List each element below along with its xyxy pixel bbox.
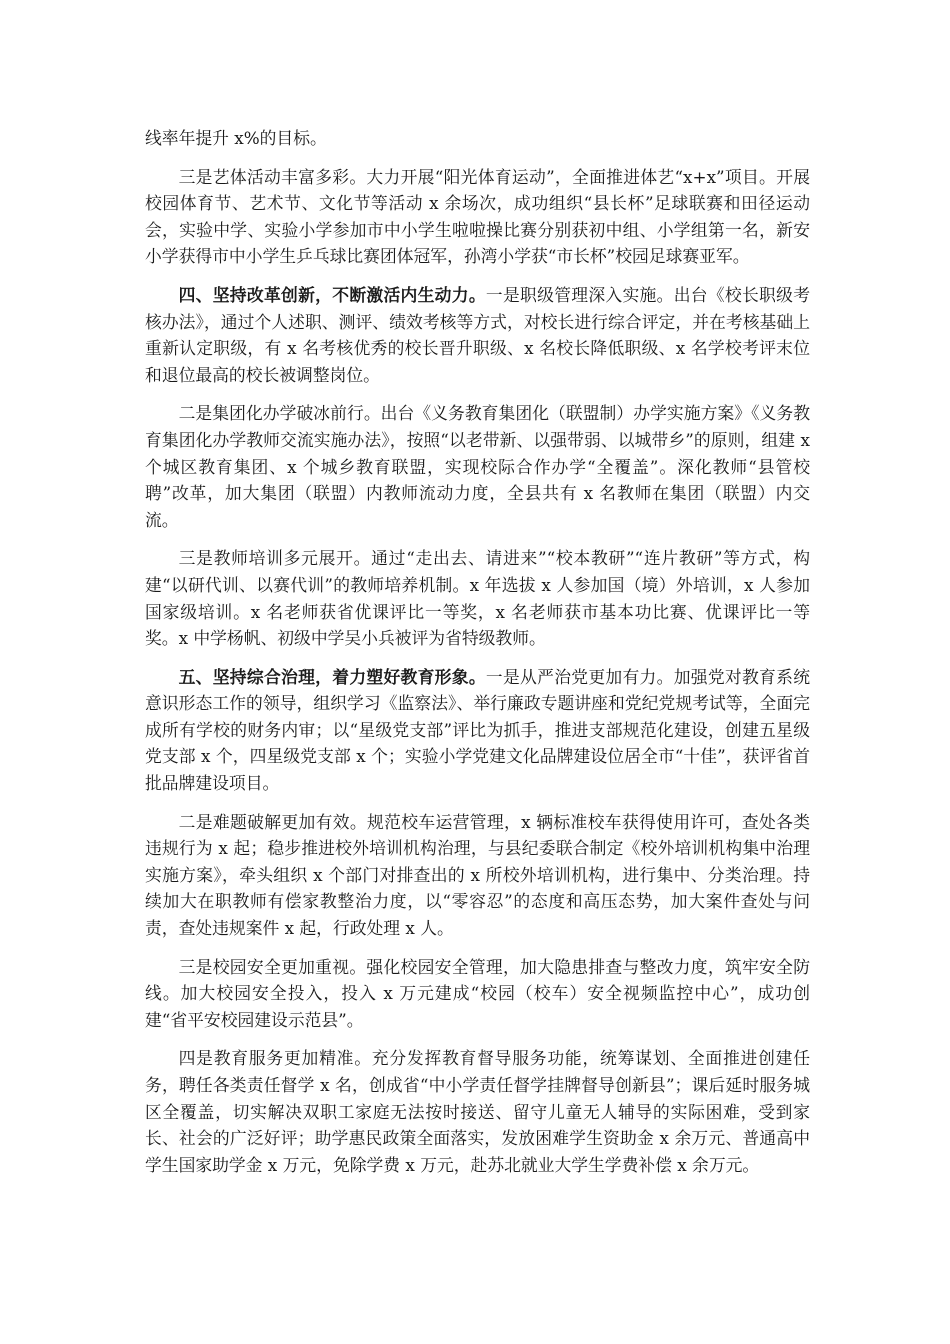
paragraph-text: 一是从严治党更加有力。加强党对教育系统意识形态工作的领导，组织学习《监察法》、举行廉政专题讲座和党纪党规考试等，全面完成所有学校的财务内审；以“星级党支部”评比为抓手，推进支部规范化建设，创建五星级党支部 x 个，四星级党支部 x 个；实验小学党建文化品牌建设位居全市“十佳”，获评省首批品牌建设项目。 — [145, 666, 810, 794]
paragraph-group-schooling — [145, 400, 810, 533]
paragraph-arts-activities — [145, 164, 810, 270]
paragraph-problem-solving — [145, 809, 810, 942]
paragraph-text: 三是艺体活动丰富多彩。大力开展“阳光体育运动”，全面推进体艺“x+x”项目。开展校园体育节、艺术节、文化节等活动 x 余场次，成功组织“县长杯”足球联赛和田径运动会，实验中学、实验小学参加市中小学生啦啦操比赛分别获初中组、小学组第一名，新安小学获得市中小学生乒乓球比赛团体冠军，孙湾小学获“市长杯”校园足球赛亚军。 — [145, 166, 810, 267]
paragraph-campus-safety — [145, 954, 810, 1034]
paragraph-text: 三是校园安全更加重视。强化校园安全管理，加大隐患排查与整改力度，筑牢安全防线。加大校园安全投入，投入 x 万元建成“校园（校车）安全视频监控中心”，成功创建“省平安校园建设示范县”。 — [145, 956, 810, 1030]
paragraph-continuation — [145, 125, 810, 152]
paragraph-education-service — [145, 1045, 810, 1178]
paragraph-section-five — [145, 664, 810, 797]
paragraph-text: 三是教师培训多元展开。通过“走出去、请进来”“校本教研”“连片教研”等方式，构建“以研代训、以赛代训”的教师培养机制。x 年选拔 x 人参加国（境）外培训，x 人参加国家级培训。x 名老师获省优课评比一等奖，x 名老师获市基本功比赛、优课评比一等奖。x 中学杨帆、初级中学吴小兵被评为省特级教师。 — [145, 548, 810, 649]
paragraph-text: 一是职级管理深入实施。出台《校长职级考核办法》，通过个人述职、测评、绩效考核等方式，对校长进行综合评定，并在考核基础上重新认定职级，有 x 名考核优秀的校长晋升职级、x 名校长降低职级、x 名学校考评末位和退位最高的校长被调整岗位。 — [145, 284, 810, 385]
section-heading: 四、坚持改革创新，不断激活内生动力。 — [178, 284, 486, 305]
paragraph-text: 二是集团化办学破冰前行。出台《义务教育集团化（联盟制）办学实施方案》《义务教育集团化办学教师交流实施办法》，按照“以老带新、以强带弱、以城带乡”的原则，组建 x 个城区教育集团、x 个城乡教育联盟，实现校际合作办学“全覆盖”。深化教师“县管校聘”改革，加大集团（联盟）内教师流动力度，全县共有 x 名教师在集团（联盟）内交流。 — [145, 403, 810, 530]
section-heading: 五、坚持综合治理，着力塑好教育形象。 — [178, 666, 486, 687]
paragraph-text: 四是教育服务更加精准。充分发挥教育督导服务功能，统筹谋划、全面推进创建任务，聘任各类责任督学 x 名，创成省“中小学责任督学挂牌督导创新县”；课后延时服务城区全覆盖，切实解决双职工家庭无法按时接送、留守儿童无人辅导的实际困难，受到家长、社会的广泛好评；助学惠民政策全面落实，发放困难学生资助金 x 余万元、普通高中学生国家助学金 x 万元，免除学费 x 万元，赴苏北就业大学生学费补偿 x 余万元。 — [145, 1048, 810, 1175]
paragraph-text: 二是难题破解更加有效。规范校车运营管理，x 辆标准校车获得使用许可，查处各类违规行为 x 起；稳步推进校外培训机构治理，与县纪委联合制定《校外培训机构集中治理实施方案》，牵头组织 x 个部门对排查出的 x 所校外培训机构，进行集中、分类治理。持续加大在职教师有偿家教整治力度，以“零容忍”的态度和高压态势，加大案件查处与问责，查处违规案件 x 起，行政处理 x 人。 — [145, 811, 810, 939]
document-body — [145, 125, 810, 1190]
paragraph-section-four — [145, 282, 810, 388]
paragraph-text: 线率年提升 x%的目标。 — [145, 128, 327, 148]
paragraph-teacher-training — [145, 545, 810, 651]
